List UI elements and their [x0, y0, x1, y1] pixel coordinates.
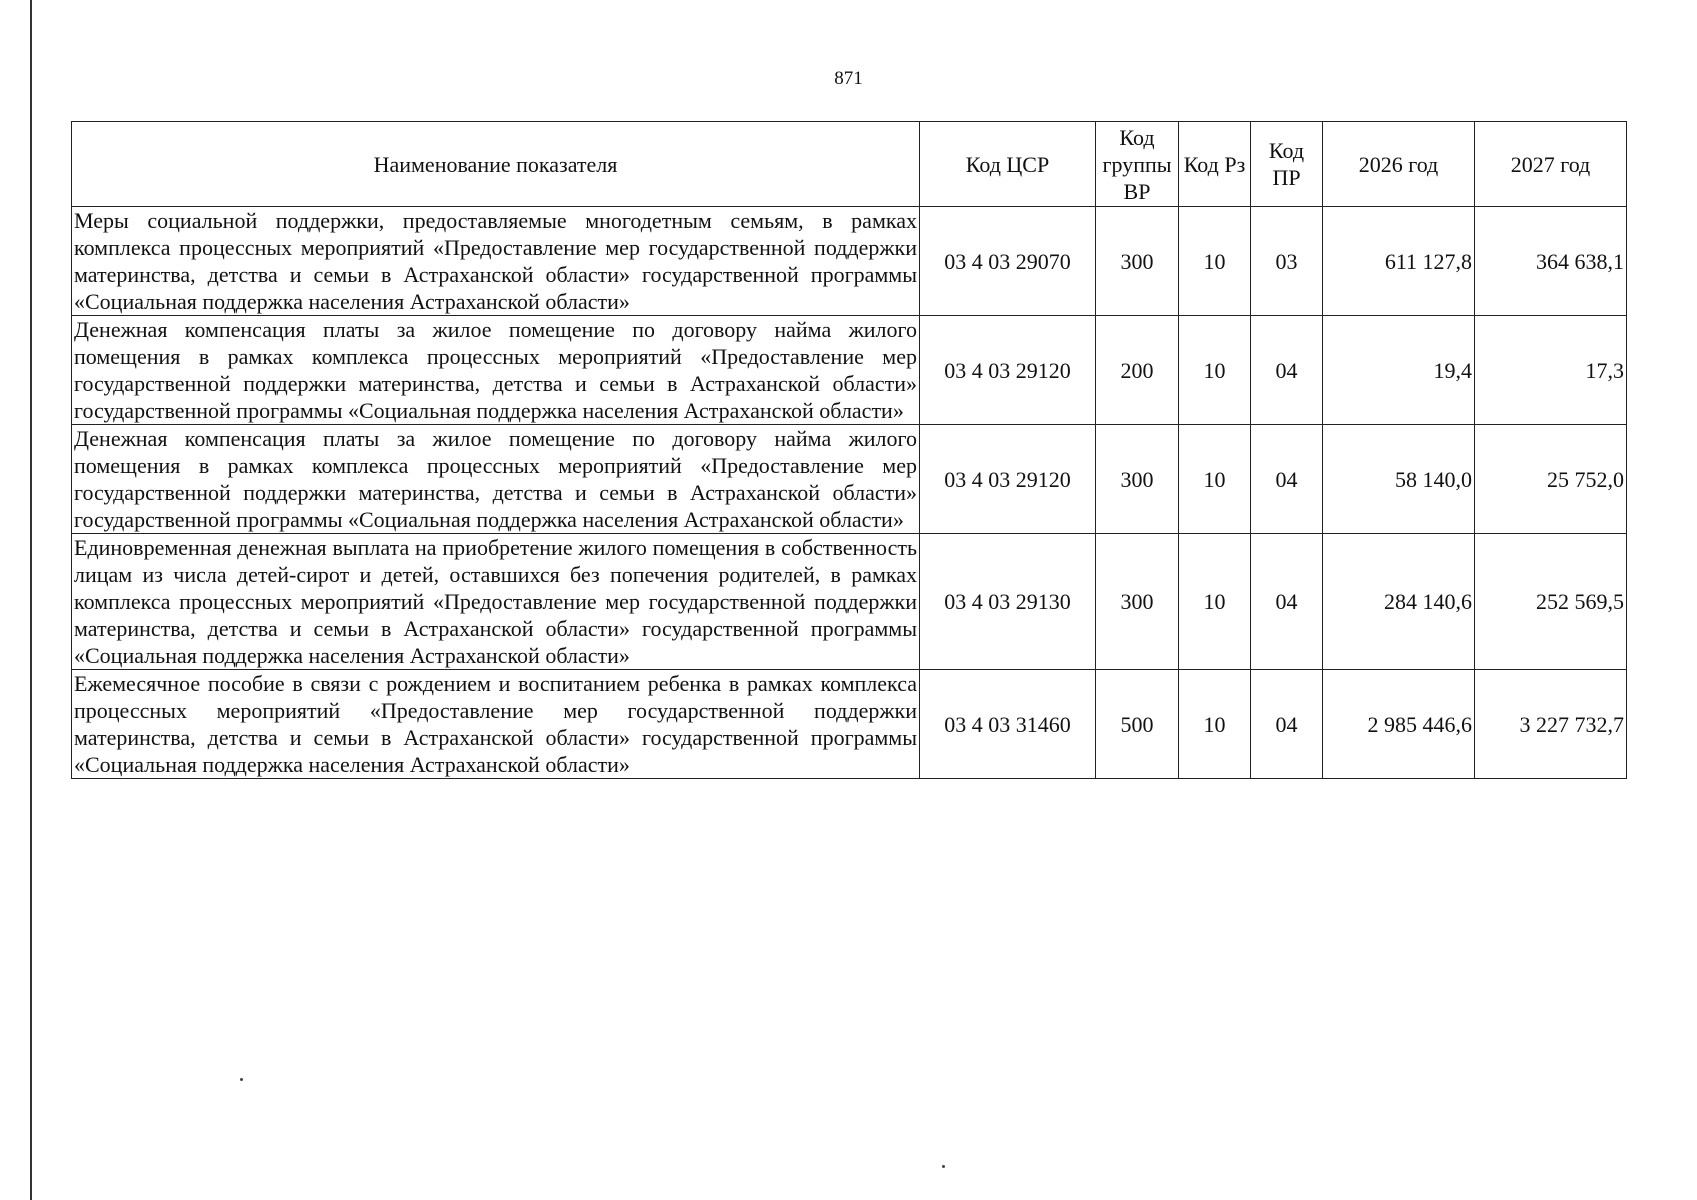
row-csr: 03 4 03 29120 — [920, 425, 1096, 534]
header-2026: 2026 год — [1323, 122, 1475, 207]
row-2026: 58 140,0 — [1323, 425, 1475, 534]
budget-table — [71, 121, 1627, 779]
row-csr: 03 4 03 29130 — [920, 534, 1096, 670]
row-pr: 03 — [1251, 207, 1323, 316]
header-csr: Код ЦСР — [920, 122, 1096, 207]
row-pr: 04 — [1251, 316, 1323, 425]
row-vr: 300 — [1096, 425, 1179, 534]
row-name: Денежная компенсация платы за жилое помещение по договору найма жилого помещения в рамках комплекса процессных мероприятий «Предоставление мер государственной поддержки материнства, детства и семьи в Астраханской области» государственной программы «Социальная поддержка населения Астраханской области» — [72, 316, 920, 425]
row-csr: 03 4 03 31460 — [920, 670, 1096, 779]
header-rz: Код Рз — [1179, 122, 1251, 207]
row-vr: 300 — [1096, 534, 1179, 670]
row-2027: 25 752,0 — [1475, 425, 1627, 534]
row-rz: 10 — [1179, 316, 1251, 425]
row-vr: 500 — [1096, 670, 1179, 779]
table-row — [72, 425, 1627, 534]
row-2026: 19,4 — [1323, 316, 1475, 425]
row-2027: 3 227 732,7 — [1475, 670, 1627, 779]
row-2027: 252 569,5 — [1475, 534, 1627, 670]
row-2027: 364 638,1 — [1475, 207, 1627, 316]
row-csr: 03 4 03 29120 — [920, 316, 1096, 425]
scan-speck — [942, 1165, 945, 1168]
table-row — [72, 207, 1627, 316]
row-pr: 04 — [1251, 670, 1323, 779]
row-rz: 10 — [1179, 670, 1251, 779]
header-row — [72, 122, 1627, 207]
header-vr: Код группы ВР — [1096, 122, 1179, 207]
row-name: Ежемесячное пособие в связи с рождением и воспитанием ребенка в рамках комплекса процессных мероприятий «Предоставление мер государственной поддержки материнства, детства и семьи в Астраханской области» государственной программы «Социальная поддержка населения Астраханской области» — [72, 670, 920, 779]
row-2026: 284 140,6 — [1323, 534, 1475, 670]
scan-speck — [240, 1078, 243, 1081]
row-vr: 300 — [1096, 207, 1179, 316]
row-2026: 611 127,8 — [1323, 207, 1475, 316]
header-name: Наименование показателя — [72, 122, 920, 207]
row-rz: 10 — [1179, 534, 1251, 670]
row-rz: 10 — [1179, 425, 1251, 534]
table-row — [72, 670, 1627, 779]
row-pr: 04 — [1251, 425, 1323, 534]
row-2026: 2 985 446,6 — [1323, 670, 1475, 779]
row-name: Меры социальной поддержки, предоставляемые многодетным семьям, в рамках комплекса процессных мероприятий «Предоставление мер государственной поддержки материнства, детства и семьи в Астраханской области» государственной программы «Социальная поддержка населения Астраханской области» — [72, 207, 920, 316]
table-row — [72, 316, 1627, 425]
row-csr: 03 4 03 29070 — [920, 207, 1096, 316]
row-rz: 10 — [1179, 207, 1251, 316]
table-row — [72, 534, 1627, 670]
row-pr: 04 — [1251, 534, 1323, 670]
header-2027: 2027 год — [1475, 122, 1627, 207]
page-number: 871 — [834, 68, 863, 89]
header-pr: Код ПР — [1251, 122, 1323, 207]
row-2027: 17,3 — [1475, 316, 1627, 425]
row-vr: 200 — [1096, 316, 1179, 425]
row-name: Единовременная денежная выплата на приобретение жилого помещения в собственность лицам из числа детей-сирот и детей, оставшихся без попечения родителей, в рамках комплекса процессных мероприятий «Предоставление мер государственной поддержки материнства, детства и семьи в Астраханской области» государственной программы «Социальная поддержка населения Астраханской области» — [72, 534, 920, 670]
row-name: Денежная компенсация платы за жилое помещение по договору найма жилого помещения в рамках комплекса процессных мероприятий «Предоставление мер государственной поддержки материнства, детства и семьи в Астраханской области» государственной программы «Социальная поддержка населения Астраханской области» — [72, 425, 920, 534]
binding-line — [30, 0, 32, 1200]
